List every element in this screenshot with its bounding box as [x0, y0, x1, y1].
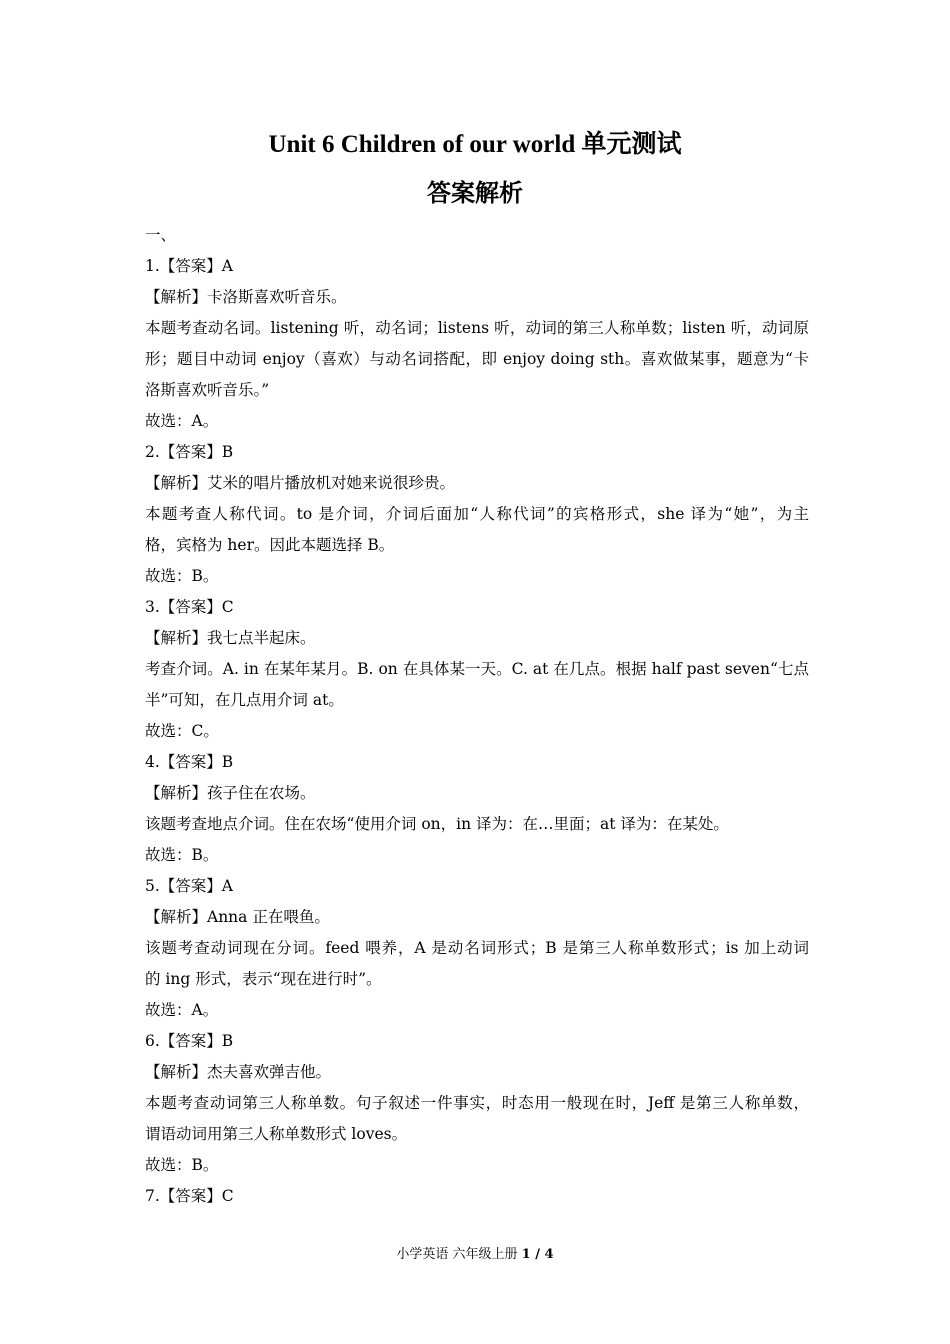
- text-line: 格，宾格为 her。因此本题选择 B。: [145, 536, 395, 554]
- text-line: 洛斯喜欢听音乐。”: [145, 381, 270, 399]
- text-line: 故选：A。: [145, 1001, 219, 1019]
- text-line: 故选：B。: [145, 1156, 219, 1174]
- text-line: 形；题目中动词 enjoy（喜欢）与动名词搭配，即 enjoy doing sth。喜欢做某事，题意为“卡: [145, 350, 809, 368]
- text-line: 该题考查地点介词。住在农场“使用介词 on，in 译为：在…里面；at 译为：在某处。: [145, 815, 729, 833]
- text-line: 【解析】我七点半起床。: [145, 629, 316, 647]
- text-line: 本题考查动词第三人称单数。句子叙述一件事实，时态用一般现在时，Jeff 是第三人称单数，: [145, 1094, 809, 1112]
- text-line: 【解析】孩子住在农场。: [145, 784, 316, 802]
- page-number: 1: [521, 1247, 531, 1262]
- document-subtitle: 答案解析: [427, 179, 523, 207]
- text-line: 半”可知，在几点用介词 at。: [145, 691, 344, 709]
- text-line: 考查介词。A. in 在某年某月。B. on 在具体某一天。C. at 在几点。根据 half past seven“七点: [145, 660, 809, 678]
- footer-label: 小学英语 六年级上册: [396, 1247, 522, 1262]
- text-line: 本题考查动名词。listening 听，动名词；listens 听，动词的第三人称单数；listen 听，动词原: [145, 319, 809, 337]
- text-line: 一、: [145, 226, 177, 244]
- text-line: 故选：B。: [145, 846, 219, 864]
- page-separator: /: [530, 1247, 545, 1262]
- text-line: 【解析】艾米的唱片播放机对她来说很珍贵。: [145, 474, 456, 492]
- text-line: 【解析】杰夫喜欢弹吉他。: [145, 1063, 332, 1081]
- page-footer: [0, 1243, 950, 1262]
- text-line: 1.【答案】A: [145, 257, 233, 275]
- text-line: 【解析】卡洛斯喜欢听音乐。: [145, 288, 347, 306]
- document-title: Unit 6 Children of our world 单元测试: [268, 131, 682, 158]
- text-line: 该题考查动词现在分词。feed 喂养，A 是动名词形式；B 是第三人称单数形式；is 加上动词: [145, 939, 809, 957]
- page-total: 4: [544, 1247, 554, 1262]
- text-line: 故选：C。: [145, 722, 219, 740]
- text-line: 【解析】Anna 正在喂鱼。: [145, 908, 330, 926]
- text-line: 故选：A。: [145, 412, 219, 430]
- text-line: 5.【答案】A: [145, 877, 233, 895]
- text-line: 7.【答案】C: [145, 1187, 234, 1205]
- answer-body: [145, 220, 809, 1212]
- text-line: 2.【答案】B: [145, 443, 234, 461]
- text-line: 故选：B。: [145, 567, 219, 585]
- text-line: 谓语动词用第三人称单数形式 loves。: [145, 1125, 408, 1143]
- text-line: 6.【答案】B: [145, 1032, 234, 1050]
- text-line: 3.【答案】C: [145, 598, 234, 616]
- text-line: 4.【答案】B: [145, 753, 234, 771]
- text-line: 本题考查人称代词。to 是介词，介词后面加“人称代词”的宾格形式，she 译为“她”，为主: [145, 505, 809, 523]
- text-line: 的 ing 形式，表示“现在进行时”。: [145, 970, 382, 988]
